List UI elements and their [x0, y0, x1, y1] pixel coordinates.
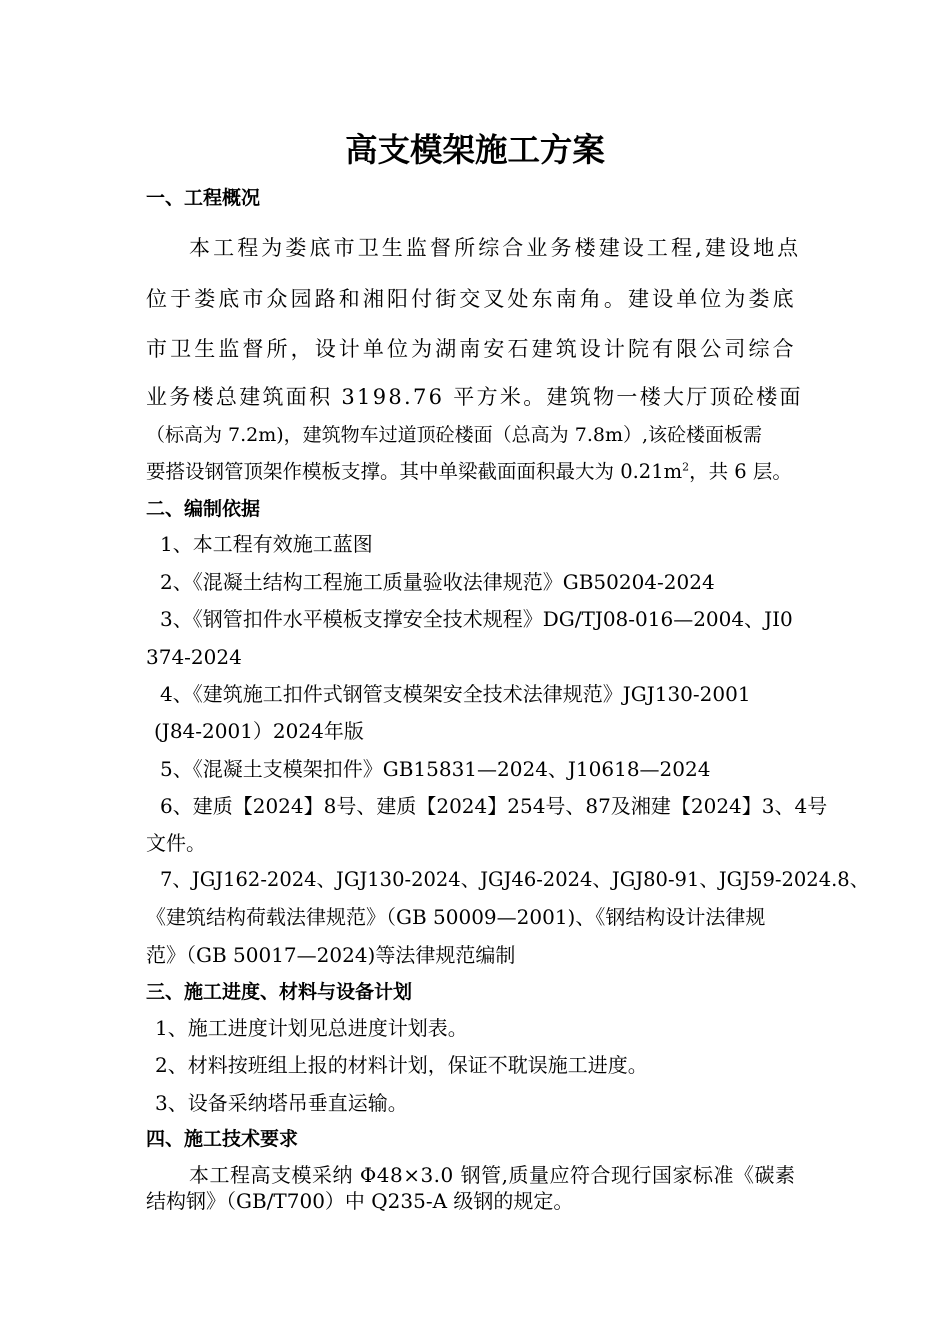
list-item: 5、《混凝土支模架扣件》GB15831—2024、J10618—2024 [160, 757, 711, 781]
list-item-continuation: 《建筑结构荷载法律规范》（GB 50009—2001)、《钢结构设计法律规 [146, 905, 766, 929]
paragraph-line: 结构钢》（GB/T700）中 Q235-A 级钢的规定。 [146, 1189, 574, 1213]
section-heading-1: 一、工程概况 [146, 187, 261, 209]
list-item: 2、《混凝土结构工程施工质量验收法律规范》GB50204-2024 [160, 570, 715, 594]
list-item: 7、JGJ162-2024、JGJ130-2024、JGJ46-2024、JGJ80-91、JGJ59-2024.8、 [160, 868, 870, 891]
paragraph-text: ，共 6 层。 [689, 460, 792, 483]
section-heading-4: 四、施工技术要求 [146, 1128, 299, 1150]
section-heading-2: 二、编制依据 [146, 498, 261, 520]
list-item-continuation: 374-2024 [146, 645, 242, 669]
paragraph-line: 市卫生监督所，设计单位为湖南安石建筑设计院有限公司综合 [146, 337, 797, 361]
superscript: 2 [682, 460, 690, 474]
list-item: 3、《钢管扣件水平模板支撑安全技术规程》DG/TJ08-016—2004、JI0 [160, 607, 793, 631]
list-item: 3、设备采纳塔吊垂直运输。 [155, 1091, 408, 1115]
list-item-continuation: (J84-2001）2024年版 [154, 719, 364, 743]
list-item-continuation: 范》（GB 50017—2024)等法律规范编制 [146, 943, 516, 967]
list-item: 1、本工程有效施工蓝图 [160, 532, 373, 556]
list-item: 2、材料按班组上报的材料计划，保证不耽误施工进度。 [155, 1053, 648, 1077]
paragraph-line: 本工程高支模采纳 Φ48×3.0 钢管,质量应符合现行国家标准《碳素 [189, 1163, 796, 1187]
section-heading-3: 三、施工进度、材料与设备计划 [146, 981, 413, 1003]
list-item: 4、《建筑施工扣件式钢管支模架安全技术法律规范》JGJ130-2001 [160, 682, 751, 706]
list-item: 6、建质【2024】8号、建质【2024】254号、87及湘建【2024】3、4号 [160, 794, 828, 818]
paragraph-line: 位于娄底市众园路和湘阳付街交叉处东南角。建设单位为娄底 [146, 287, 797, 311]
list-item: 1、施工进度计划见总进度计划表。 [155, 1016, 468, 1040]
paragraph-line: 本工程为娄底市卫生监督所综合业务楼建设工程,建设地点 [189, 236, 802, 260]
paragraph-line [146, 460, 792, 484]
paragraph-line: （标高为 7.2m)，建筑物车过道顶砼楼面（总高为 7.8m）,该砼楼面板需 [146, 424, 762, 446]
document-title: 高支模架施工方案 [345, 131, 605, 169]
list-item-continuation: 文件。 [146, 831, 206, 855]
paragraph-text: 要搭设钢管顶架作模板支撑。其中单梁截面面积最大为 0.21m [146, 460, 683, 483]
paragraph-line: 业务楼总建筑面积 3198.76 平方米。建筑物一楼大厅顶砼楼面 [146, 385, 803, 409]
